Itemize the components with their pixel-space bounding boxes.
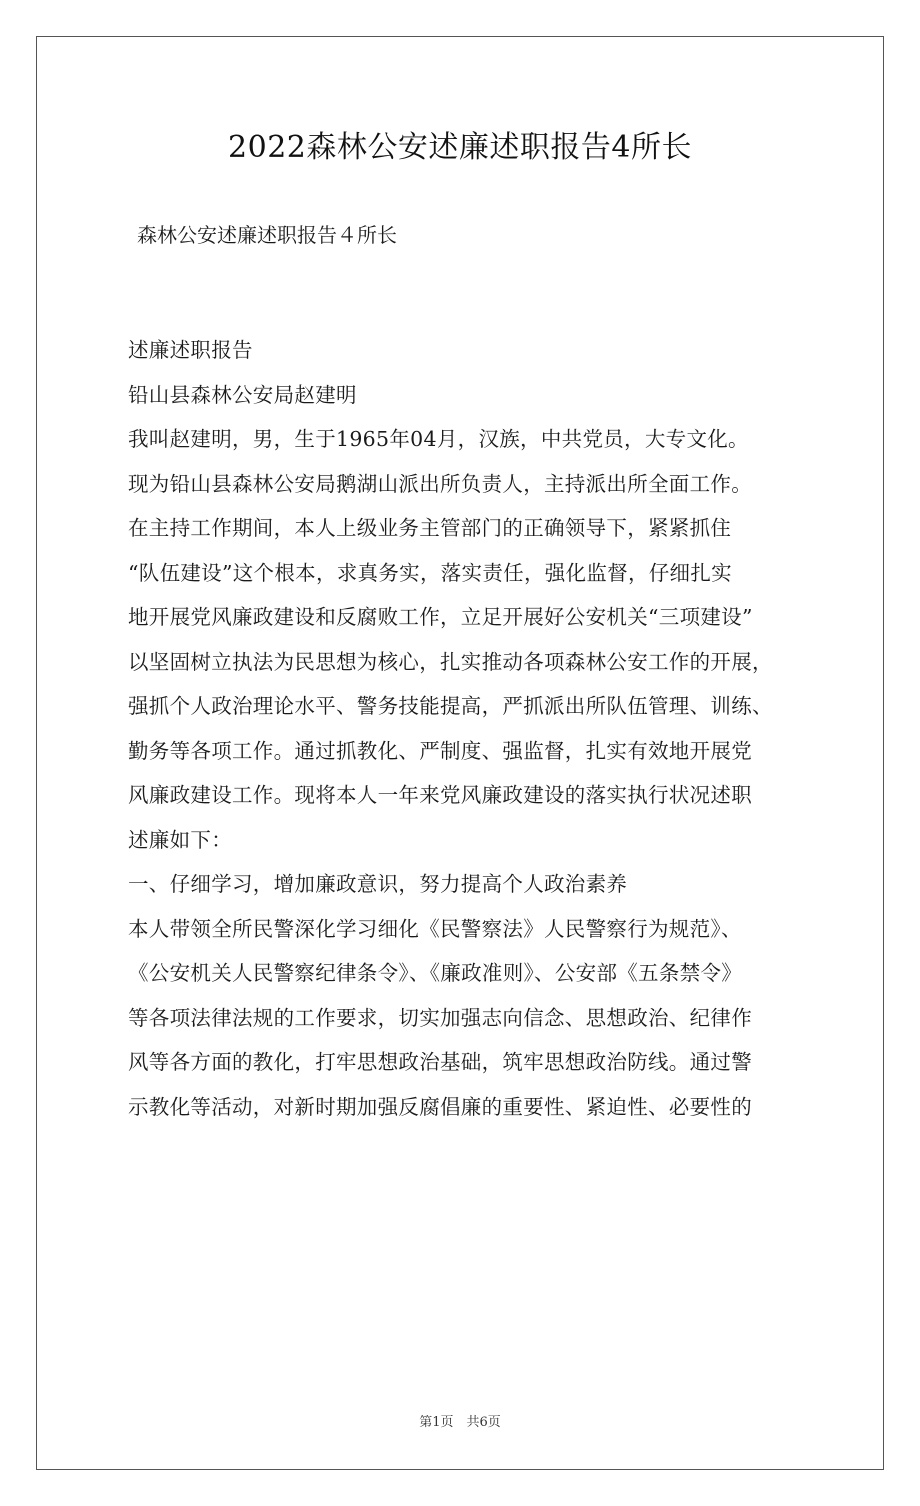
body-line: 《公安机关人民警察纪律条令》、《廉政准则》、公安部《五条禁令》 — [128, 961, 743, 985]
body-line: 地开展党风廉政建设和反腐败工作，立足开展好公安机关“三项建设” — [128, 605, 753, 629]
body-line: 等各项法律法规的工作要求，切实加强志向信念、思想政治、纪律作 — [128, 1005, 752, 1030]
body-line: “队伍建设”这个根本，求真务实，落实责任，强化监督，仔细扎实 — [128, 560, 732, 585]
body-line: 述廉如下： — [128, 827, 232, 852]
page-footer: 第1页 共6页 — [419, 1415, 501, 1430]
body-line: 我叫赵建明，男，生于1965年04月，汉族，中共党员，大专文化。 — [128, 427, 749, 451]
body-line: 以坚固树立执法为民思想为核心，扎实推动各项森林公安工作的开展， — [128, 649, 773, 674]
body-line: 述廉述职报告 — [128, 338, 253, 362]
body-line: 风廉政建设工作。现将本人一年来党风廉政建设的落实执行状况述职 — [128, 783, 752, 807]
document-subtitle: 森林公安述廉述职报告４所长 — [137, 223, 397, 247]
document-title: 2022森林公安述廉述职报告4所长 — [228, 130, 692, 165]
body-line: 示教化等活动，对新时期加强反腐倡廉的重要性、紧迫性、必要性的 — [128, 1094, 752, 1119]
body-line: 风等各方面的教化，打牢思想政治基础，筑牢思想政治防线。通过警 — [128, 1050, 752, 1074]
body-line: 强抓个人政治理论水平、警务技能提高，严抓派出所队伍管理、训练、 — [128, 694, 773, 718]
body-line: 勤务等各项工作。通过抓教化、严制度、强监督，扎实有效地开展党 — [128, 738, 752, 763]
body-line: 铅山县森林公安局赵建明 — [128, 382, 357, 407]
body-line: 现为铅山县森林公安局鹅湖山派出所负责人，主持派出所全面工作。 — [128, 471, 752, 496]
document-body — [128, 334, 808, 1135]
body-line: 本人带领全所民警深化学习细化《民警察法》人民警察行为规范》、 — [128, 916, 742, 941]
section-heading: 一、仔细学习，增加廉政意识，努力提高个人政治素养 — [128, 872, 628, 896]
body-line: 在主持工作期间，本人上级业务主管部门的正确领导下，紧紧抓住 — [128, 516, 732, 540]
